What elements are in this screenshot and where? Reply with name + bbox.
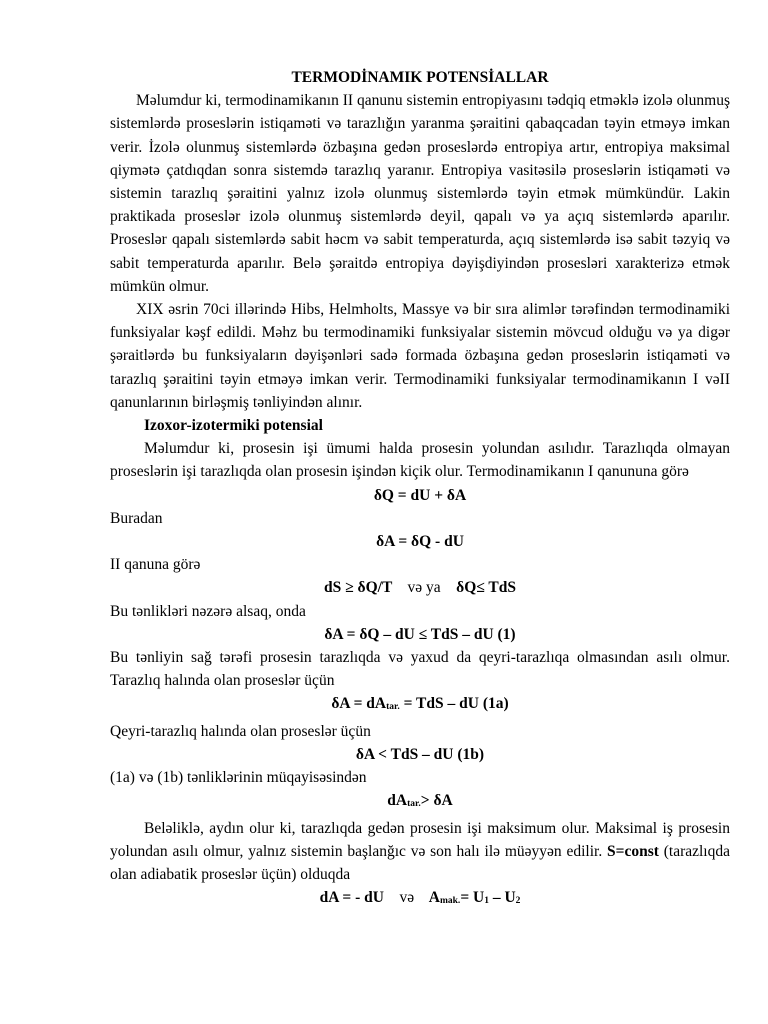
paragraph-right-side: Bu tənliyin sağ tərəfi prosesin tarazlıqda və yaxud da qeyri-tarazlıqa olmasından asılı olmur. Tarazlıq halında olan proseslər üçün bbox=[110, 649, 730, 690]
equation-8-sub1: 1 bbox=[484, 896, 489, 907]
equation-2: δA = δQ - dU bbox=[376, 533, 464, 551]
equation-8-subscript: mak. bbox=[439, 896, 461, 907]
equation-8-eq: = U bbox=[460, 889, 485, 907]
text-considering: Bu tənlikləri nəzərə alsaq, onda bbox=[110, 602, 306, 620]
equation-1: δQ = dU + δA bbox=[373, 486, 467, 504]
text-buradan: Buradan bbox=[110, 509, 163, 527]
text-comparison: (1a) və (1b) tənliklərinin müqayisəsindən bbox=[110, 769, 367, 787]
equation-8-minus: – U bbox=[488, 889, 516, 907]
text-second-law: II qanuna görə bbox=[110, 556, 201, 574]
paragraph-maximum-work bbox=[110, 817, 730, 887]
equation-7-right: > δA bbox=[420, 792, 453, 810]
document-page bbox=[110, 66, 730, 913]
equation-8-left: dA = - dU bbox=[319, 889, 384, 907]
equation-7-left: dA bbox=[387, 792, 408, 810]
section-heading: Izoxor-izotermiki potensial bbox=[144, 417, 323, 435]
equation-4: δA = δQ – dU ≤ TdS – dU (1) bbox=[324, 625, 516, 643]
equation-3-right: δQ≤ TdS bbox=[456, 579, 516, 597]
equation-3-left: dS ≥ δQ/T bbox=[324, 579, 393, 597]
equation-8-sub2: 2 bbox=[515, 896, 521, 907]
paragraph-maximum-work-tail: (tarazlıqda olan adiabatik proseslər üçün) olduqda bbox=[110, 842, 730, 883]
paragraph-maximum-work-text: Beləliklə, aydın olur ki, tarazlıqda gedən prosesin işi maksimum olur. Maksimal iş prosesin yolundan asılı olmur, yalnız sistemin başlanğıc və son halı ilə müəyyən edilir. bbox=[110, 819, 730, 860]
equation-5-left: δA = dA bbox=[331, 695, 387, 713]
equation-8-and: və bbox=[399, 889, 415, 907]
paragraph-intro: Məlumdur ki, termodinamikanın II qanunu sistemin entropiyasını tədqiq etməklə izolə olunmuş sistemlərdə proseslərin istiqaməti və tarazlığın yaranma şəraitini qabaqcadan təyin etməyə imkan verir. İzolə olunmuş sistemlərdə özbaşına gedən proseslərdə entropiya artır, entropiya maksimal qiymətə çatdıqdan sonra sistemdə tarazlıq yaranır. Entropiya vasitəsilə proseslərin istiqaməti və sistemin tarazlıq şəraitini yalnız izolə olunmuş sistemlərdə təyin etmək mümkündür. Lakin praktikada proseslər izolə olunmuş sistemlərdə deyil, qapalı və ya açıq sistemlərdə aparılır. Proseslər qapalı sistemlərdə sabit həcm və sabit temperaturda, açıq sistemlərdə isə sabit təzyiq və sabit temperaturda aparılır. Belə şəraitdə entropiya dəyişdiyindən prosesləri xarakterizə etmək mümkün olmur. bbox=[110, 92, 730, 295]
constant-entropy: S=const bbox=[607, 842, 659, 860]
equation-7-subscript: tar. bbox=[407, 799, 421, 810]
equation-8 bbox=[110, 886, 730, 913]
equation-3 bbox=[110, 576, 730, 599]
paragraph-history: XIX əsrin 70ci illərində Hibs, Helmholts, Massye və bir sıra alimlər tərəfindən termodinamiki funksiyalar kəşf edildi. Məhz bu termodinamiki funksiyalar sistemin mövcud olduğu və ya digər şəraitlərdə bu funksiyaların dəyişənləri sadə formada özbaşına gedən proseslərin istiqaməti və tarazlıq şəraitini təyin etməyə imkan verir. Termodinamiki funksiyalar termodinamikanın I vəII qanunlarının birləşmiş tənliyindən alınır. bbox=[110, 301, 730, 411]
equation-8-a: A bbox=[428, 889, 440, 907]
equation-5-subscript: tar. bbox=[386, 702, 400, 713]
page-title: TERMODİNAMIK POTENSİALLAR bbox=[291, 69, 549, 86]
paragraph-work: Məlumdur ki, prosesin işi ümumi halda prosesin yolundan asılıdır. Tarazlıqda olmayan proseslərin işi tarazlıqda olan prosesin işindən kiçik olur. Termodinamikanın I qanununa görə bbox=[110, 440, 730, 481]
equation-6: δA < TdS – dU (1b) bbox=[355, 745, 485, 763]
text-nonequilibrium: Qeyri-tarazlıq halında olan proseslər üçün bbox=[110, 722, 371, 740]
equation-7 bbox=[110, 789, 730, 816]
equation-3-or: və ya bbox=[407, 579, 441, 597]
equation-5-right: = TdS – dU (1a) bbox=[403, 695, 509, 713]
equation-5 bbox=[110, 692, 730, 719]
